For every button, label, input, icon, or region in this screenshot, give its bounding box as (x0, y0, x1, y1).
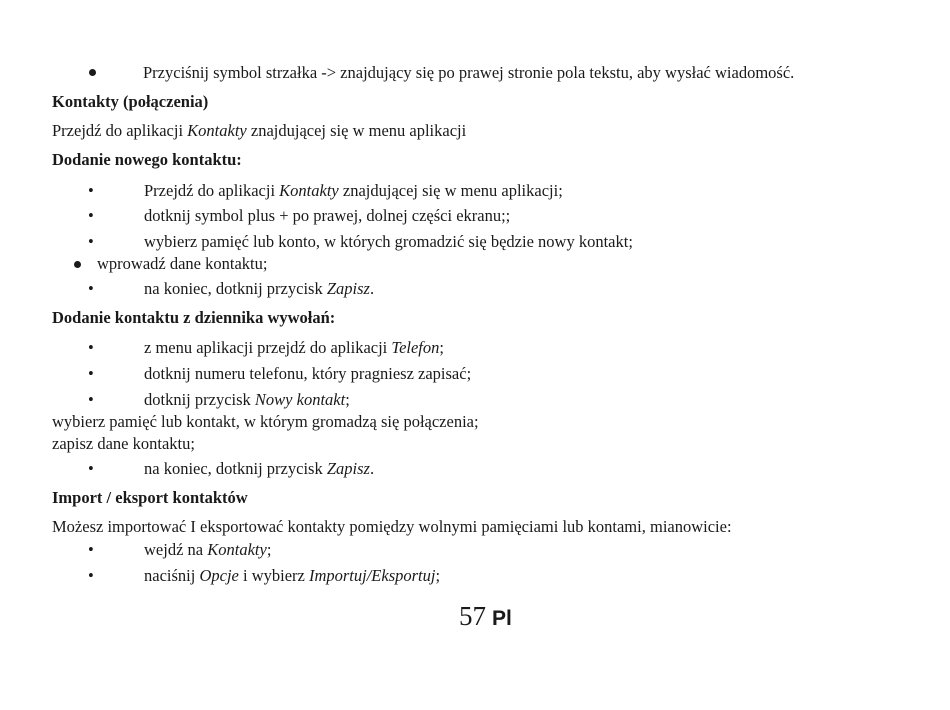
list-item: dotknij symbol plus + po prawej, dolnej części ekranu;; (144, 206, 511, 225)
bullet: • (88, 279, 94, 298)
bullet: • (88, 540, 94, 559)
list-item: wybierz pamięć lub konto, w których gromadzić się będzie nowy kontakt; (144, 232, 633, 251)
list-item: wprowadź dane kontaktu; (97, 254, 268, 273)
paragraph-line: zapisz dane kontaktu; (52, 434, 195, 453)
bullet: • (88, 181, 94, 200)
list-item: naciśnij Opcje i wybierz Importuj/Eksportuj; (144, 566, 441, 585)
list-item: dotknij przycisk Nowy kontakt; (144, 390, 350, 409)
bullet: • (88, 566, 94, 585)
list-item: na koniec, dotknij przycisk Zapisz. (144, 459, 375, 478)
paragraph-line: Przyciśnij symbol strzałka -> znajdujący się po prawej stronie pola tekstu, aby wysłać wiadomość. (143, 63, 795, 82)
list-item: dotknij numeru telefonu, który pragniesz zapisać; (144, 364, 472, 383)
section-heading: Kontakty (połączenia) (52, 92, 209, 111)
section-heading: Dodanie kontaktu z dziennika wywołań: (52, 308, 336, 327)
list-item: z menu aplikacji przejdź do aplikacji Telefon; (144, 338, 444, 357)
bullet: • (88, 364, 94, 383)
paragraph-line: wybierz pamięć lub kontakt, w którym gromadzą się połączenia; (52, 412, 479, 431)
bullet-dot (74, 261, 81, 268)
page-footer (459, 600, 512, 635)
paragraph-line: Przejdź do aplikacji Kontakty znajdującej się w menu aplikacji (52, 121, 467, 140)
bullet: • (88, 390, 94, 409)
list-item: Przejdź do aplikacji Kontakty znajdującej się w menu aplikacji; (144, 181, 563, 200)
section-heading: Import / eksport kontaktów (52, 488, 248, 507)
bullet: • (88, 338, 94, 357)
list-item: wejdź na Kontakty; (144, 540, 272, 559)
bullet: • (88, 232, 94, 251)
section-heading: Dodanie nowego kontaktu: (52, 150, 242, 169)
language-code: Pl (492, 607, 512, 630)
bullet: • (88, 206, 94, 225)
bullet: • (88, 459, 94, 478)
list-item: na koniec, dotknij przycisk Zapisz. (144, 279, 375, 298)
bullet-dot (89, 69, 96, 76)
page-number: 57 (459, 601, 486, 631)
paragraph-line: Możesz importować I eksportować kontakty pomiędzy wolnymi pamięciami lub kontami, mianowicie: (52, 517, 732, 536)
